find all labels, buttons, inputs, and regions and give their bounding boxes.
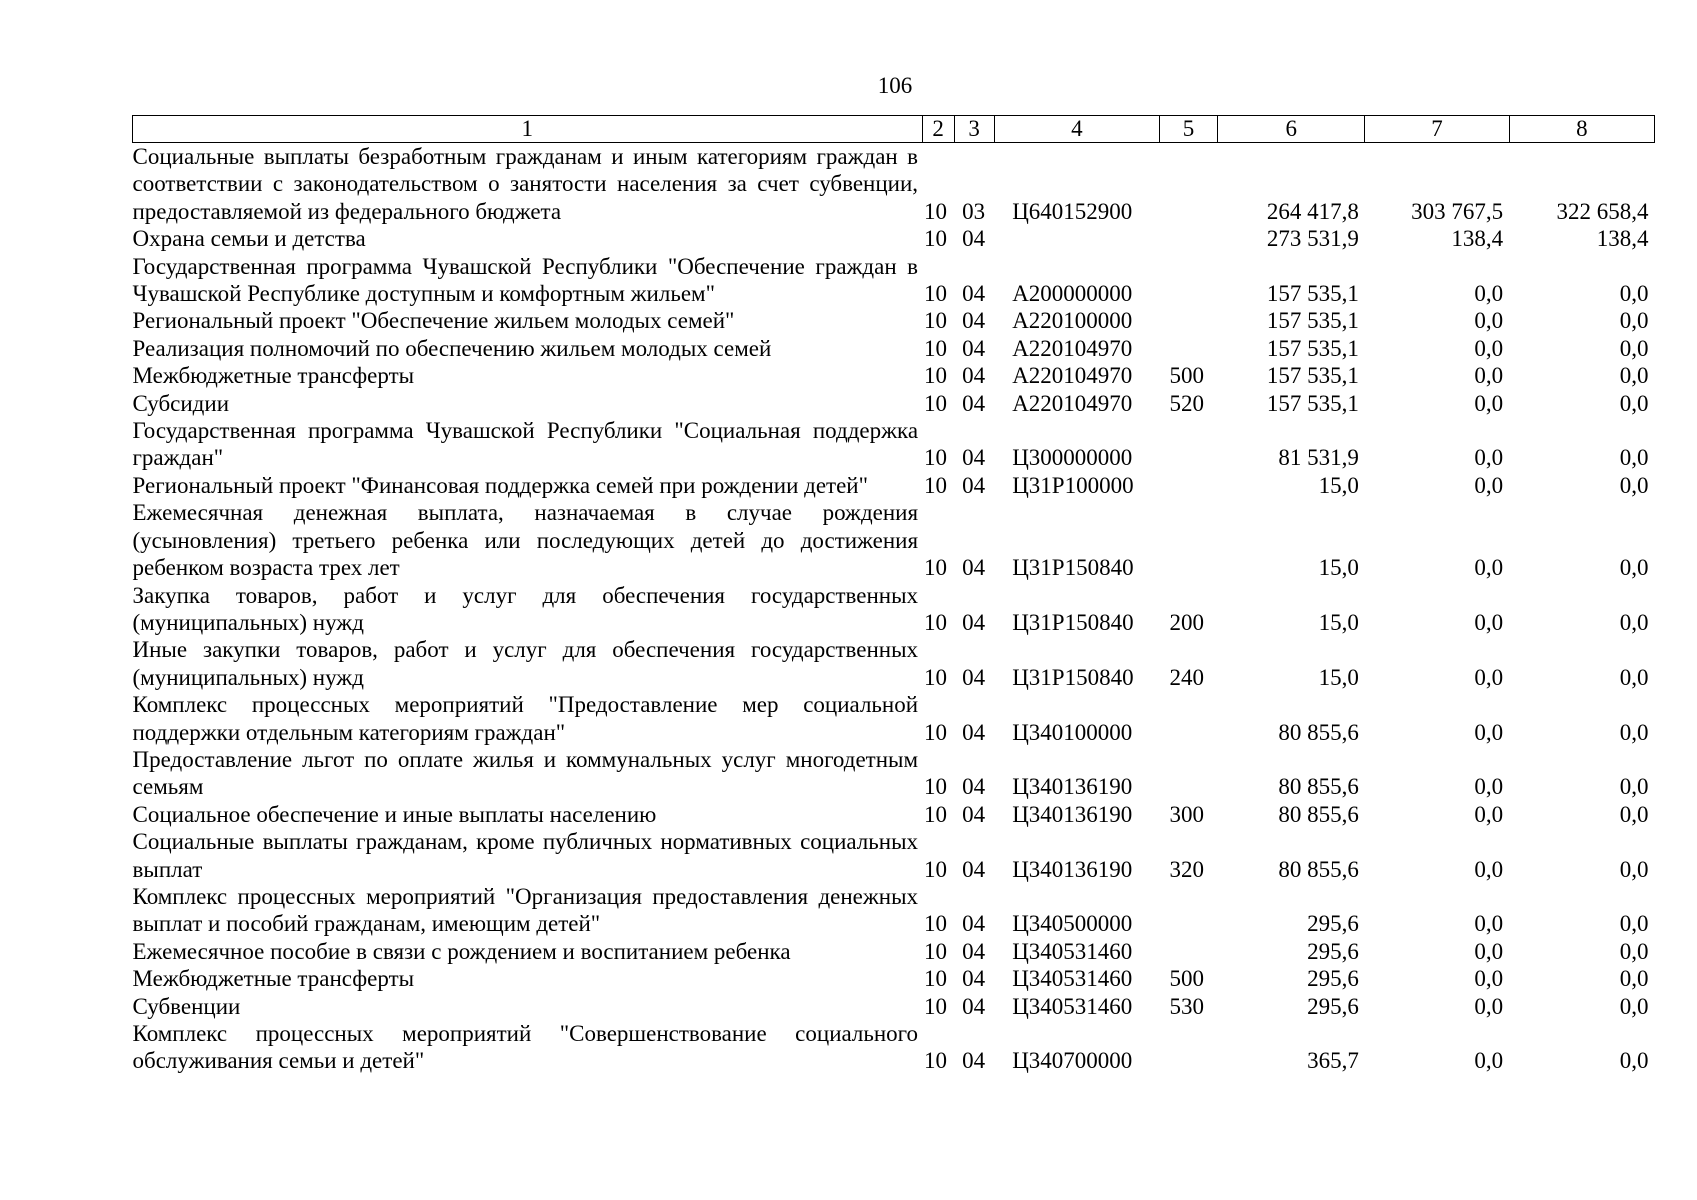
row-target-article: Ц31Р150840: [1012, 664, 1134, 690]
row-name: Комплекс процессных мероприятий "Совершенствование социального обслуживания семьи и детей": [132, 1021, 919, 1074]
row-expense-type: [1160, 225, 1218, 252]
table-row: [133, 335, 1655, 362]
row-amount-year-2: 0,0: [1474, 993, 1504, 1019]
row-amount-year-3: 0,0: [1619, 664, 1649, 690]
row-expense-type: 500: [1169, 363, 1204, 389]
row-expense-type: 530: [1169, 993, 1204, 1019]
row-target-article: Ц340531460: [1012, 993, 1133, 1019]
table-row: [133, 828, 1655, 883]
row-subsection: 04: [962, 664, 986, 690]
row-amount-year-1: 81 531,9: [1278, 445, 1359, 471]
row-section: 10: [924, 774, 948, 800]
row-target-article: Ц340500000: [1012, 911, 1133, 937]
header-row: [133, 116, 1655, 143]
row-subsection: 04: [962, 281, 986, 307]
row-amount-year-3: 0,0: [1619, 281, 1649, 307]
row-subsection: 04: [962, 856, 986, 882]
row-target-article: Ц300000000: [1012, 445, 1133, 471]
table-row: [133, 801, 1655, 828]
row-subsection: 04: [962, 555, 986, 581]
row-amount-year-1: 15,0: [1318, 609, 1359, 635]
row-amount-year-3: 0,0: [1619, 966, 1649, 992]
row-target-article: Ц340136190: [1012, 801, 1133, 827]
row-subsection: 04: [962, 472, 986, 498]
row-section: 10: [924, 719, 948, 745]
row-section: 10: [924, 966, 948, 992]
table-row: [133, 390, 1655, 417]
row-name: Социальные выплаты гражданам, кроме публичных нормативных социальных выплат: [132, 829, 919, 882]
row-name: Социальное обеспечение и иные выплаты населению: [132, 801, 657, 827]
row-target-article: Ц31Р150840: [1012, 609, 1134, 635]
row-target-article: А220104970: [1012, 390, 1133, 416]
row-amount-year-3: 0,0: [1619, 363, 1649, 389]
row-name: Реализация полномочий по обеспечению жильем молодых семей: [132, 335, 772, 361]
row-target-article: А220104970: [1012, 335, 1133, 361]
row-name: Субвенции: [132, 993, 241, 1019]
row-target-article: Ц340531460: [1012, 938, 1133, 964]
table-row: [133, 253, 1655, 308]
row-subsection: 04: [962, 911, 986, 937]
row-section: 10: [924, 363, 948, 389]
row-amount-year-3: 322 658,4: [1556, 198, 1649, 224]
row-section: 10: [924, 445, 948, 471]
row-target-article: А200000000: [1012, 281, 1133, 307]
row-amount-year-2: 0,0: [1474, 390, 1504, 416]
row-amount-year-2: 0,0: [1474, 555, 1504, 581]
row-target-article: Ц340136190: [1012, 774, 1133, 800]
row-name: Закупка товаров, работ и услуг для обеспечения государственных (муниципальных) нужд: [132, 582, 919, 635]
row-expense-type: [1160, 253, 1218, 308]
row-amount-year-2: 0,0: [1474, 281, 1504, 307]
row-expense-type: 520: [1169, 390, 1204, 416]
row-amount-year-2: 0,0: [1474, 363, 1504, 389]
row-section: 10: [924, 609, 948, 635]
row-section: 10: [924, 198, 948, 224]
row-target-article: Ц640152900: [1012, 198, 1133, 224]
table-row: [133, 993, 1655, 1020]
row-amount-year-1: 365,7: [1307, 1048, 1359, 1074]
row-amount-year-3: 0,0: [1619, 774, 1649, 800]
row-target-article: [994, 225, 1159, 252]
table-row: [133, 472, 1655, 499]
row-expense-type: 500: [1169, 966, 1204, 992]
row-name: Социальные выплаты безработным гражданам и иным категориям граждан в соответствии с законодательством о занятости населения за счет субвенции, предоставляемой из федерального бюджета: [132, 144, 919, 224]
row-subsection: 04: [962, 609, 986, 635]
row-name: Государственная программа Чувашской Республики "Обеспечение граждан в Чувашской Республике доступным и комфортным жильем": [132, 253, 919, 307]
row-expense-type: 200: [1169, 609, 1204, 635]
table-row: [133, 417, 1655, 472]
row-amount-year-2: 0,0: [1474, 1048, 1504, 1074]
row-subsection: 04: [962, 335, 986, 361]
row-target-article: А220104970: [1012, 363, 1133, 389]
row-expense-type: [1160, 143, 1218, 226]
row-amount-year-3: 0,0: [1619, 390, 1649, 416]
row-name: Охрана семьи и детства: [132, 226, 366, 252]
row-name: Государственная программа Чувашской Республики "Социальная поддержка граждан": [132, 418, 919, 471]
row-section: 10: [924, 308, 948, 334]
row-expense-type: [1160, 691, 1218, 746]
row-subsection: 04: [962, 390, 986, 416]
row-amount-year-3: 0,0: [1619, 445, 1649, 471]
col-header-section: 2: [922, 116, 954, 143]
row-target-article: Ц340700000: [1012, 1048, 1133, 1074]
table-row: [133, 582, 1655, 637]
row-amount-year-1: 15,0: [1318, 664, 1359, 690]
table-row: [133, 938, 1655, 965]
row-name: Региональный проект "Финансовая поддержка семей при рождении детей": [132, 472, 869, 498]
row-expense-type: [1160, 938, 1218, 965]
row-amount-year-1: 273 531,9: [1266, 226, 1359, 252]
row-name: Комплекс процессных мероприятий "Организация предоставления денежных выплат и пособий гражданам, имеющим детей": [132, 883, 919, 937]
col-header-name: 1: [133, 116, 923, 143]
row-name: Межбюджетные трансферты: [132, 966, 415, 992]
table-row: [133, 965, 1655, 992]
row-amount-year-1: 295,6: [1307, 993, 1359, 1019]
row-amount-year-3: 0,0: [1619, 555, 1649, 581]
row-section: 10: [924, 856, 948, 882]
row-section: 10: [924, 226, 948, 252]
table-row: [133, 691, 1655, 746]
row-subsection: 04: [962, 966, 986, 992]
table-row: [133, 307, 1655, 334]
row-amount-year-3: 138,4: [1596, 226, 1649, 252]
row-amount-year-1: 80 855,6: [1278, 856, 1359, 882]
row-amount-year-1: 157 535,1: [1266, 390, 1359, 416]
table-row: [133, 746, 1655, 801]
col-header-subsection: 3: [954, 116, 994, 143]
row-expense-type: 320: [1169, 856, 1204, 882]
table-row: [133, 362, 1655, 389]
row-section: 10: [924, 801, 948, 827]
row-expense-type: [1160, 335, 1218, 362]
row-amount-year-1: 295,6: [1307, 938, 1359, 964]
row-name: Иные закупки товаров, работ и услуг для обеспечения государственных (муниципальных) нужд: [132, 637, 919, 690]
row-amount-year-3: 0,0: [1619, 801, 1649, 827]
row-subsection: 04: [962, 1048, 986, 1074]
row-subsection: 04: [962, 363, 986, 389]
table-row: [133, 143, 1655, 226]
row-amount-year-1: 157 535,1: [1266, 363, 1359, 389]
table-row: [133, 225, 1655, 252]
table-row: [133, 1020, 1655, 1075]
row-section: 10: [924, 281, 948, 307]
row-amount-year-2: 0,0: [1474, 335, 1504, 361]
row-amount-year-2: 0,0: [1474, 472, 1504, 498]
row-amount-year-3: 0,0: [1619, 938, 1649, 964]
row-amount-year-1: 157 535,1: [1266, 335, 1359, 361]
row-name: Предоставление льгот по оплате жилья и коммунальных услуг многодетным семьям: [132, 746, 919, 800]
row-target-article: Ц340531460: [1012, 966, 1133, 992]
row-section: 10: [924, 664, 948, 690]
row-section: 10: [924, 911, 948, 937]
row-expense-type: [1160, 499, 1218, 581]
table-row: [133, 499, 1655, 581]
row-section: 10: [924, 938, 948, 964]
col-header-year-3: 8: [1509, 116, 1654, 143]
row-target-article: Ц340136190: [1012, 856, 1133, 882]
row-amount-year-1: 80 855,6: [1278, 774, 1359, 800]
row-subsection: 04: [962, 993, 986, 1019]
row-section: 10: [924, 390, 948, 416]
row-amount-year-2: 0,0: [1474, 609, 1504, 635]
row-amount-year-1: 157 535,1: [1266, 308, 1359, 334]
row-amount-year-1: 295,6: [1307, 966, 1359, 992]
row-expense-type: [1160, 307, 1218, 334]
row-amount-year-3: 0,0: [1619, 856, 1649, 882]
table-row: [133, 883, 1655, 938]
row-name: Межбюджетные трансферты: [132, 363, 415, 389]
row-amount-year-2: 0,0: [1474, 719, 1504, 745]
row-amount-year-3: 0,0: [1619, 911, 1649, 937]
row-section: 10: [924, 335, 948, 361]
row-amount-year-3: 0,0: [1619, 1048, 1649, 1074]
row-name: Региональный проект "Обеспечение жильем молодых семей": [132, 308, 735, 334]
row-name: Ежемесячная денежная выплата, назначаемая в случае рождения (усыновления) третьего ребенка или последующих детей до достижения ребенком возраста трех лет: [132, 500, 919, 581]
row-amount-year-1: 15,0: [1318, 555, 1359, 581]
row-expense-type: [1160, 746, 1218, 801]
row-subsection: 04: [962, 719, 986, 745]
row-amount-year-3: 0,0: [1619, 308, 1649, 334]
row-amount-year-2: 0,0: [1474, 856, 1504, 882]
row-expense-type: 240: [1169, 664, 1204, 690]
row-name: Субсидии: [132, 390, 230, 416]
row-amount-year-3: 0,0: [1619, 993, 1649, 1019]
row-amount-year-3: 0,0: [1619, 609, 1649, 635]
row-amount-year-2: 0,0: [1474, 774, 1504, 800]
row-amount-year-2: 303 767,5: [1411, 198, 1504, 224]
row-subsection: 04: [962, 308, 986, 334]
row-amount-year-2: 0,0: [1474, 308, 1504, 334]
row-expense-type: [1160, 883, 1218, 938]
row-target-article: А220100000: [1012, 308, 1133, 334]
row-section: 10: [924, 472, 948, 498]
row-amount-year-1: 264 417,8: [1266, 198, 1359, 224]
row-subsection: 04: [962, 445, 986, 471]
row-section: 10: [924, 993, 948, 1019]
row-target-article: Ц31Р100000: [1012, 472, 1134, 498]
row-amount-year-2: 0,0: [1474, 911, 1504, 937]
row-amount-year-3: 0,0: [1619, 472, 1649, 498]
row-expense-type: [1160, 472, 1218, 499]
row-expense-type: 300: [1169, 801, 1204, 827]
row-amount-year-2: 0,0: [1474, 938, 1504, 964]
col-header-target-article: 4: [994, 116, 1159, 143]
col-header-expense-type: 5: [1160, 116, 1218, 143]
row-subsection: 04: [962, 774, 986, 800]
row-target-article: Ц31Р150840: [1012, 555, 1134, 581]
row-amount-year-1: 80 855,6: [1278, 801, 1359, 827]
row-amount-year-1: 295,6: [1307, 911, 1359, 937]
row-amount-year-2: 0,0: [1474, 664, 1504, 690]
row-amount-year-1: 157 535,1: [1266, 281, 1359, 307]
table-row: [133, 636, 1655, 691]
row-name: Ежемесячное пособие в связи с рождением и воспитанием ребенка: [132, 938, 791, 964]
row-subsection: 03: [962, 198, 986, 224]
row-subsection: 04: [962, 938, 986, 964]
row-target-article: Ц340100000: [1012, 719, 1133, 745]
row-name: Комплекс процессных мероприятий "Предоставление мер социальной поддержки отдельным категориям граждан": [132, 692, 919, 745]
row-amount-year-1: 15,0: [1318, 472, 1359, 498]
row-amount-year-3: 0,0: [1619, 719, 1649, 745]
row-subsection: 04: [962, 226, 986, 252]
row-section: 10: [924, 1048, 948, 1074]
row-subsection: 04: [962, 801, 986, 827]
row-amount-year-2: 138,4: [1451, 226, 1504, 252]
row-expense-type: [1160, 417, 1218, 472]
row-amount-year-2: 0,0: [1474, 445, 1504, 471]
budget-table: [132, 115, 1655, 1075]
row-amount-year-2: 0,0: [1474, 801, 1504, 827]
col-header-year-1: 6: [1218, 116, 1365, 143]
row-expense-type: [1160, 1020, 1218, 1075]
col-header-year-2: 7: [1365, 116, 1509, 143]
page-number: 106: [877, 73, 913, 98]
row-amount-year-2: 0,0: [1474, 966, 1504, 992]
row-amount-year-1: 80 855,6: [1278, 719, 1359, 745]
row-section: 10: [924, 555, 948, 581]
row-amount-year-3: 0,0: [1619, 335, 1649, 361]
